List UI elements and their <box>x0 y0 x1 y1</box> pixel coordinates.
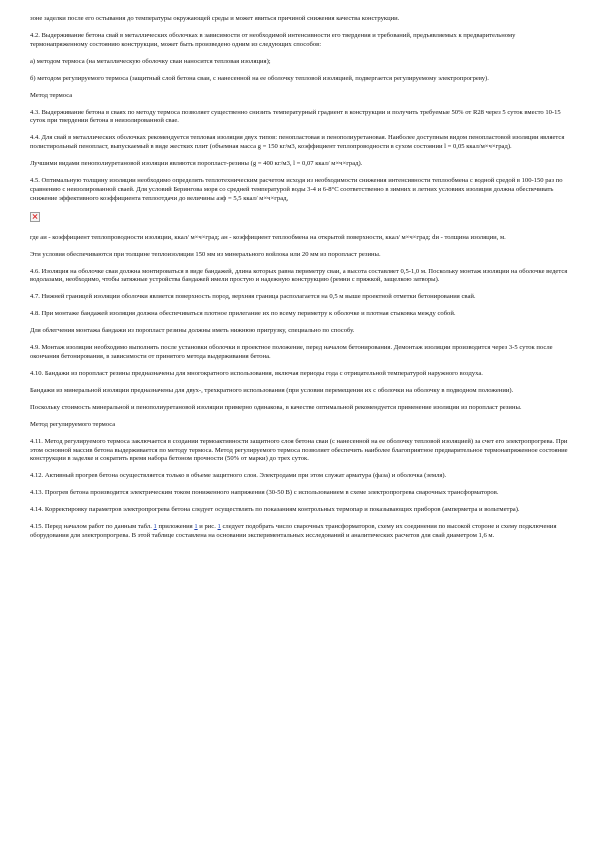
paragraph-cost-recommendation: Поскольку стоимость минеральной и пенополиуретановой изоляции примерно одинакова, в качестве оптимальной рекомендуется применение изоляции из поропласт резины. <box>30 403 522 411</box>
link-figure-1[interactable]: 1 <box>217 523 221 531</box>
paragraph-mounting-load: Для облегчения монтажа бандажи из поропласт резины должны иметь нижнюю пригрузку, специально по способу. <box>30 327 355 335</box>
paragraph-4-9: 4.9. Монтаж изоляции необходимо выполнять после установки оболочки в проектное положение, перед началом бетонирования. Демонтаж изоляции производится через 3-5 суток после окончания бетонирования, в зависимости от принятого метода выдерживания бетона. <box>30 344 553 360</box>
paragraph-formula-legend: где aи - коэффициент теплопроводности изоляции, ккал/ м×ч×град; aн - коэффициент теплообмена на открытой поверхности, ккал/ м×ч×град; dи - толщина изоляции, м. <box>30 233 506 241</box>
paragraph-4-2: 4.2. Выдерживание бетона свай в металлических оболочках в зависимости от необходимой интенсивности его твердения и требований, предъявляемых к предварительному термонапряженному состоянию конструкции, может быть произведено одним из следующих способов: <box>30 32 516 48</box>
paragraph-4-14: 4.14. Корректировку параметров электропрогрева бетона следует осуществлять по показаниям контрольных термопар и показывающих приборов (амперметра и вольтметра). <box>30 506 520 514</box>
paragraph-4-6: 4.6. Изоляция на оболочке сваи должна монтироваться в виде бандажей, длина которых равна периметру сваи, а высота составляет 0,5-1,0 м. Поскольку монтаж изоляции на оболочке ведется водолазами, необходимо, чтобы затяжные устройства бандажей имели простую и надежную конструкцию (ремни с пряжкой, защелкою затворы). <box>30 267 568 284</box>
paragraph-4-8: 4.8. При монтаже бандажей изоляция должна обеспечиваться плотное прилегание их по всему периметру к оболочке и плотная стыковка между собой. <box>30 310 456 318</box>
paragraph-4-15: 4.15. Перед началом работ по данным табл. 1 приложения 1 и рис. 1 следует подобрать число сварочных трансформаторов, схему их соединения по высокой стороне и схему подключения оборудования для электропрогрева. В этой таблице составлена на основании экспериментальных исследований и аналитических расчетов для свай диаметром 1,6 м. <box>30 523 557 540</box>
section-heading-regulated-thermos: Метод регулируемого термоса <box>30 420 116 428</box>
paragraph-intro-continuation: зоне заделки после его остывания до температуры окружающей среды и может явиться причиной снижения качества конструкции. <box>30 15 400 22</box>
broken-image-icon <box>30 212 40 222</box>
paragraph-method-b: б) методом регулируемого термоса (защитный слой бетона сваи, с нанесенной на ее оболочку тепловой изоляцией, подвергается регулируемому электропрогреву). <box>30 74 489 82</box>
paragraph-insulation-thickness: Эти условия обеспечиваются при толщине теплоизоляции 150 мм из минерального войлока или 20 мм из поропласт резины. <box>30 250 381 258</box>
link-appendix-1[interactable]: 1 <box>194 523 198 531</box>
paragraph-polyurethane: Лучшими видами пенополиуретановой изоляции являются поропласт-резины (g = 400 кг/м3, l = 0,07 ккал/ м×ч×град). <box>30 160 363 168</box>
paragraph-4-12: 4.12. Активный прогрев бетона осуществляется только в объеме защитного слоя. Электродами при этом служат арматура (фаза) и оболочка (земля). <box>30 472 447 480</box>
link-table-1[interactable]: 1 <box>153 523 157 531</box>
paragraph-4-4: 4.4. Для свай в металлических оболочках рекомендуется тепловая изоляция двух типов: пенопластовая и пенополиуретановая. Наиболее доступным видом пенопластовой изоляции является полистирольный пенопласт, выпускаемый в виде жестких плит (объемная масса g = 150 кг/м3, коэффициент теплопроводности в сухом состоянии l = 0,05 ккал/м×ч×град). <box>30 134 565 151</box>
paragraph-4-5: 4.5. Оптимальную толщину изоляции необходимо определять теплотехническим расчетом исходя из необходимости снижения интенсивности теплообмена с водной средой в 100-150 раз по сравнению с неизолированной сваей. Для условий Берингова моря со средней температурой воды 3-4 и 6-8°С соответственно в зимних и летних условиях изоляция должна обеспечивать снижение эффективного коэффициента теплоотдачи до величины aэф = 5,5 ккал/ м×ч×град, <box>30 177 563 202</box>
paragraph-4-3: 4.3. Выдерживание бетона в сваях по методу термоса позволяет существенно снизить температурный градиент в конструкции и получить требуемые 50% от R28 через 5 суток вместо 10-15 суток при твердении бетона в неизолированной свае. <box>30 108 561 125</box>
paragraph-4-10: 4.10. Бандажи из поропласт резины предназначены для многократного использования, включая периоды года с отрицательной температурой наружного воздуха. <box>30 369 483 377</box>
section-heading-thermos: Метод термоса <box>30 91 73 99</box>
paragraph-4-7: 4.7. Нижней границей изоляции оболочки является поверхность пород, верхняя граница располагается на 0,5 м выше проектной отметки бетонирования свай. <box>30 293 476 301</box>
paragraph-4-11: 4.11. Метод регулируемого термоса заключается в создании термоактивности защитного слоя бетона сваи (с нанесенной на ее оболочку тепловой изоляцией) за счет его электропрогрева. При этом основной массив бетона выдерживается по методу термоса. Метод регулируемого термоса позволяет обеспечить наиболее благоприятное предварительное термонапряженное состояние конструкции в заделке и сократить время набора бетоном прочности (50% от марки) до трех суток. <box>30 437 568 463</box>
paragraph-4-13: 4.13. Прогрев бетона производится электрическим током пониженного напряжения (30-50 В) с использованием в схеме электропрогрева сварочных трансформаторов. <box>30 489 499 497</box>
paragraph-method-a: а) методом термоса (на металлическую оболочку сваи наносится тепловая изоляция); <box>30 57 271 65</box>
paragraph-mineral-bandages: Бандажи из минеральной изоляции предназначены для двух-, трехкратного использования (при условии перемещения их с оболочки на оболочку в подводном положении). <box>30 386 514 394</box>
